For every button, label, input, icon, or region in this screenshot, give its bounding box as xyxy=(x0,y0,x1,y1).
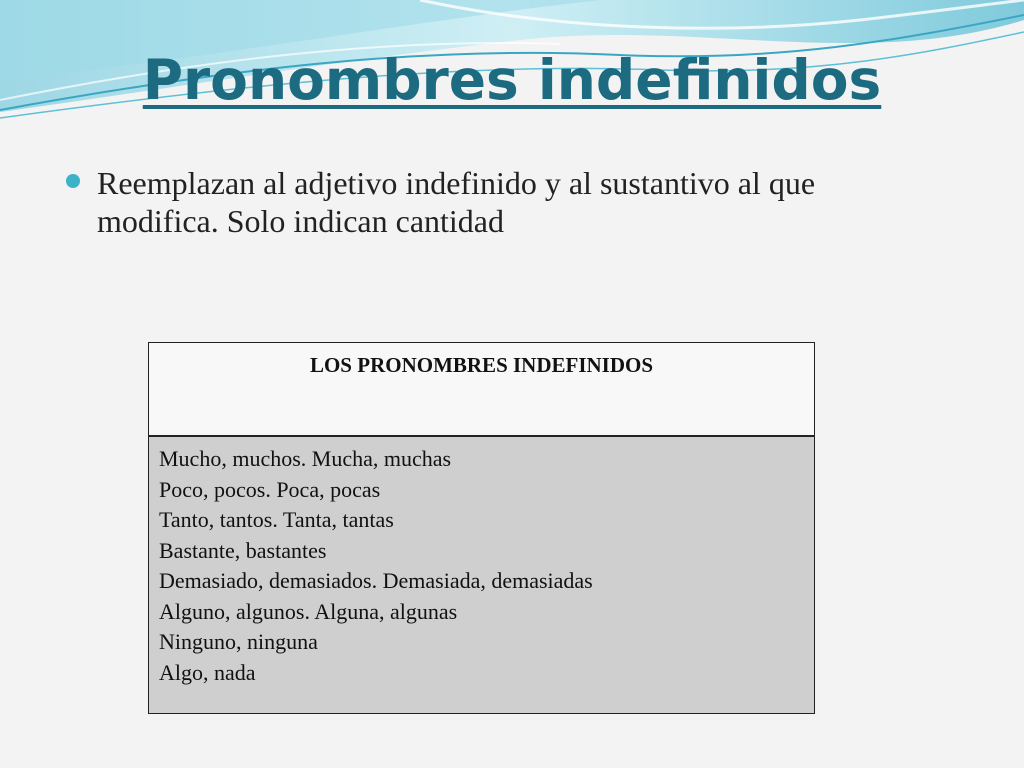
bullet-dot-icon xyxy=(66,174,80,188)
table-body xyxy=(149,437,814,713)
table-row: Algo, nada xyxy=(159,659,256,685)
slide-title-text: Pronombres indefinidos xyxy=(142,48,882,112)
slide-title xyxy=(0,48,1024,112)
table-row: Mucho, muchos. Mucha, muchas xyxy=(159,446,452,471)
table-row: Alguno, algunos. Alguna, algunas xyxy=(159,598,458,624)
table-row: Ninguno, ninguna xyxy=(159,629,318,654)
table-row: Poco, pocos. Poca, pocas xyxy=(159,476,381,502)
table-row: Tanto, tantos. Tanta, tantas xyxy=(159,507,394,532)
table-header-text: LOS PRONOMBRES INDEFINIDOS xyxy=(309,353,654,377)
pronouns-table xyxy=(148,342,815,714)
bullet-item xyxy=(66,164,916,240)
table-row: Demasiado, demasiados. Demasiada, demasiadas xyxy=(159,568,593,593)
table-header xyxy=(149,343,814,437)
bullet-text: Reemplazan al adjetivo indefinido y al sustantivo al que modifica. Solo indican cantidad xyxy=(97,165,816,239)
table-row: Bastante, bastantes xyxy=(159,537,327,563)
